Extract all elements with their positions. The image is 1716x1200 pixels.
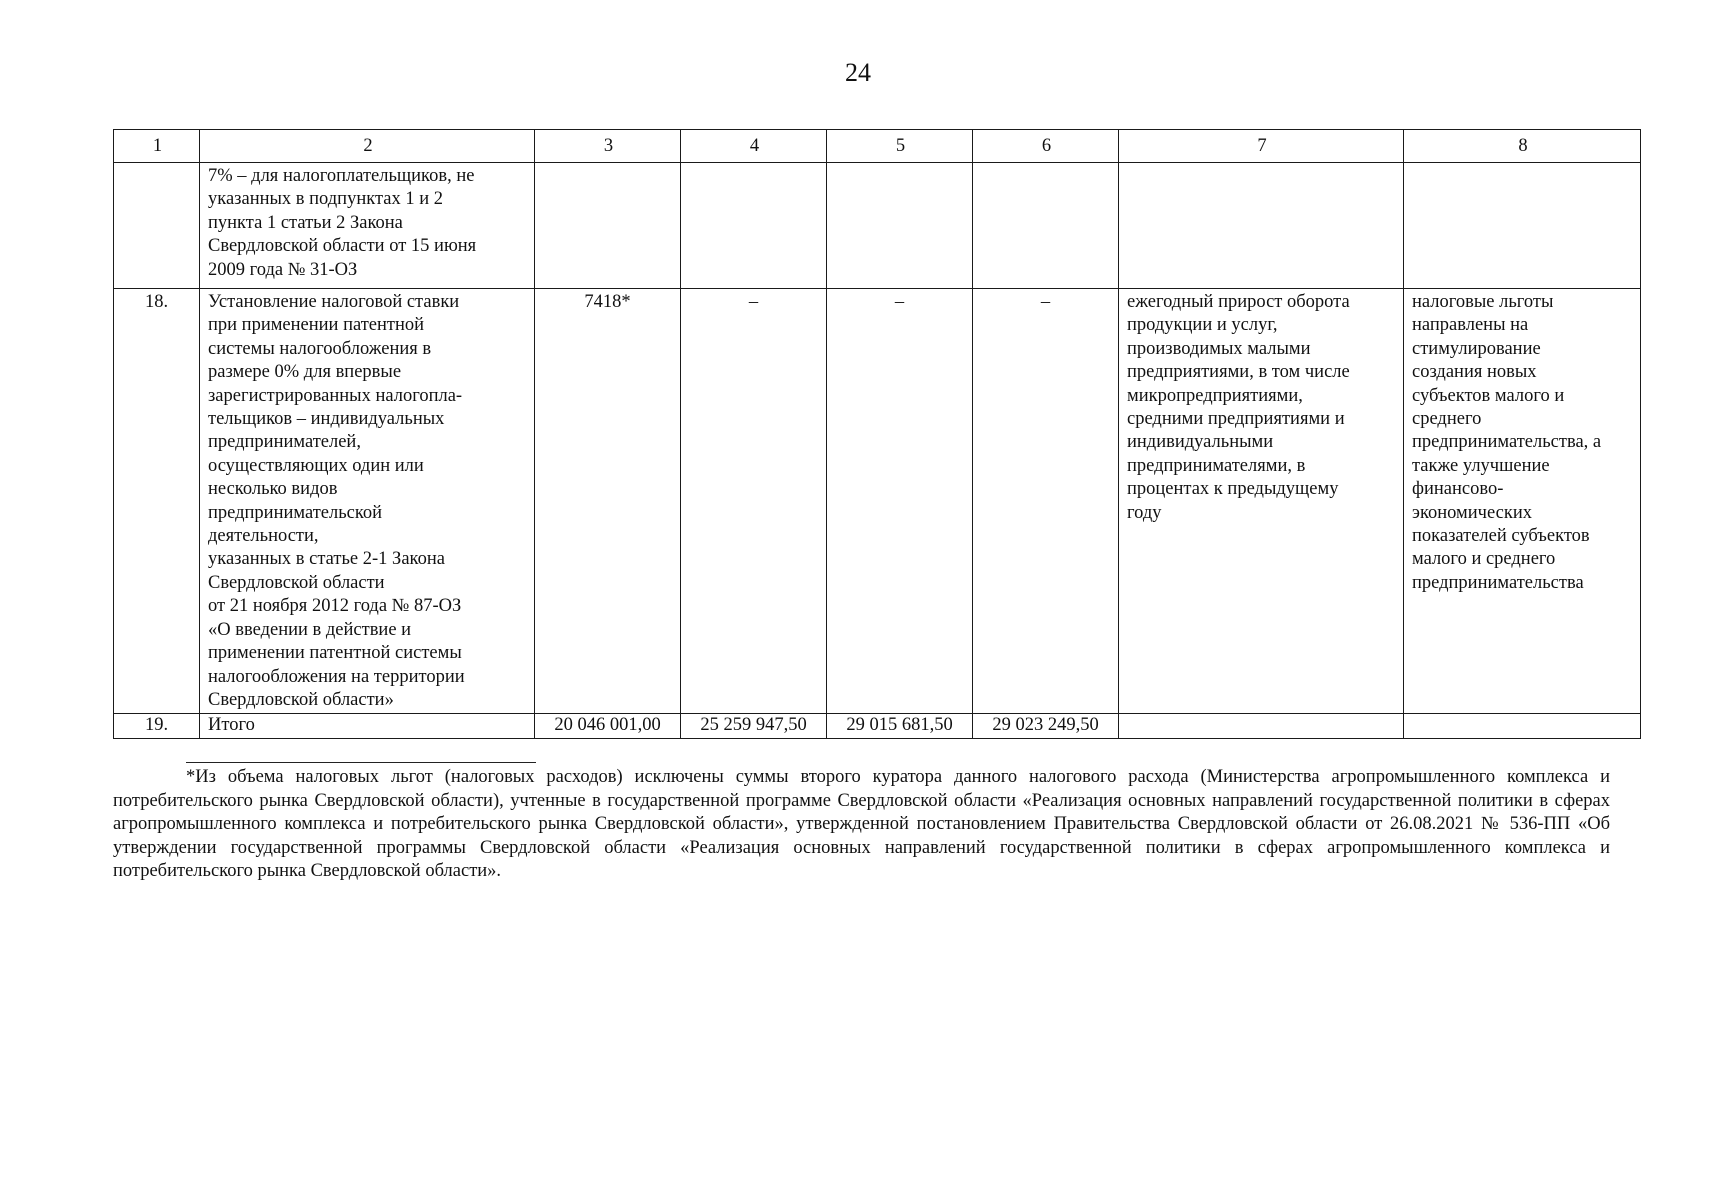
page-number: 24 bbox=[845, 58, 871, 87]
tax-benefits-table bbox=[113, 129, 1641, 739]
cell-col3: 7418* bbox=[535, 289, 681, 714]
cell-col5: – bbox=[827, 289, 973, 714]
cell-col6 bbox=[973, 163, 1119, 289]
cell-number bbox=[114, 163, 200, 289]
cell-indicator: ежегодный прирост оборота продукции и услуг, производимых малыми предприятиями, в том числе микропредприятиями, средними предприятиями и индивидуальными предпринимателями, в процентах к предыдущему году bbox=[1119, 289, 1404, 714]
cell-col6: – bbox=[973, 289, 1119, 714]
cell-col4 bbox=[681, 163, 827, 289]
cell-goal: налоговые льготы направлены на стимулирование создания новых субъектов малого и среднего предпринимательства, а также улучшение финансово- экономических показателей субъектов малого и среднего предпринимательства bbox=[1404, 289, 1641, 714]
footnote-divider bbox=[186, 762, 536, 763]
header-cell-5: 5 bbox=[827, 130, 973, 163]
table-row-continuation bbox=[114, 163, 1641, 289]
cell-col4: – bbox=[681, 289, 827, 714]
cell-col5: 29 015 681,50 bbox=[827, 714, 973, 738]
cell-col3 bbox=[535, 163, 681, 289]
cell-description: 7% – для налогоплательщиков, не указанных в подпунктах 1 и 2 пункта 1 статьи 2 Закона Свердловской области от 15 июня 2009 года № 31-ОЗ bbox=[200, 163, 535, 289]
table-row-19-total bbox=[114, 714, 1641, 738]
cell-indicator bbox=[1119, 163, 1404, 289]
cell-description: Установление налоговой ставки при применении патентной системы налогообложения в размере 0% для впервые зарегистрированных налогопла- тельщиков – индивидуальных предпринимателей, осуществляющих один или несколько видов предпринимательской деятельности, указанных в статье 2-1 Закона Свердловской области от 21 ноября 2012 года № 87-ОЗ «О введении в действие и применении патентной системы налогообложения на территории Свердловской области» bbox=[200, 289, 535, 714]
header-cell-1: 1 bbox=[114, 130, 200, 163]
header-cell-8: 8 bbox=[1404, 130, 1641, 163]
header-cell-7: 7 bbox=[1119, 130, 1404, 163]
header-cell-3: 3 bbox=[535, 130, 681, 163]
cell-col4: 25 259 947,50 bbox=[681, 714, 827, 738]
header-cell-4: 4 bbox=[681, 130, 827, 163]
cell-col3: 20 046 001,00 bbox=[535, 714, 681, 738]
cell-goal bbox=[1404, 163, 1641, 289]
header-cell-2: 2 bbox=[200, 130, 535, 163]
cell-indicator bbox=[1119, 714, 1404, 738]
cell-description: Итого bbox=[200, 714, 535, 738]
cell-goal bbox=[1404, 714, 1641, 738]
cell-number: 18. bbox=[114, 289, 200, 714]
header-cell-6: 6 bbox=[973, 130, 1119, 163]
cell-col5 bbox=[827, 163, 973, 289]
footnote: *Из объема налоговых льгот (налоговых расходов) исключены суммы второго куратора данного налогового расхода (Министерства агропромышленного комплекса и потребительского рынка Свердловской области), учтенные в государственной программе Свердловской области «Реализация основных направлений государственной политики в сферах агропромышленного комплекса и потребительского рынка Свердловской области», утвержденной постановлением Правительства Свердловской области от 26.08.2021 № 536-ПП «Об утверждении государственной программы Свердловской области «Реализация основных направлений государственной политики в сферах агропромышленного комплекса и потребительского рынка Свердловской области». bbox=[113, 767, 1610, 882]
table-header-row bbox=[114, 130, 1641, 163]
cell-col6: 29 023 249,50 bbox=[973, 714, 1119, 738]
cell-number: 19. bbox=[114, 714, 200, 738]
table-row-18 bbox=[114, 289, 1641, 714]
